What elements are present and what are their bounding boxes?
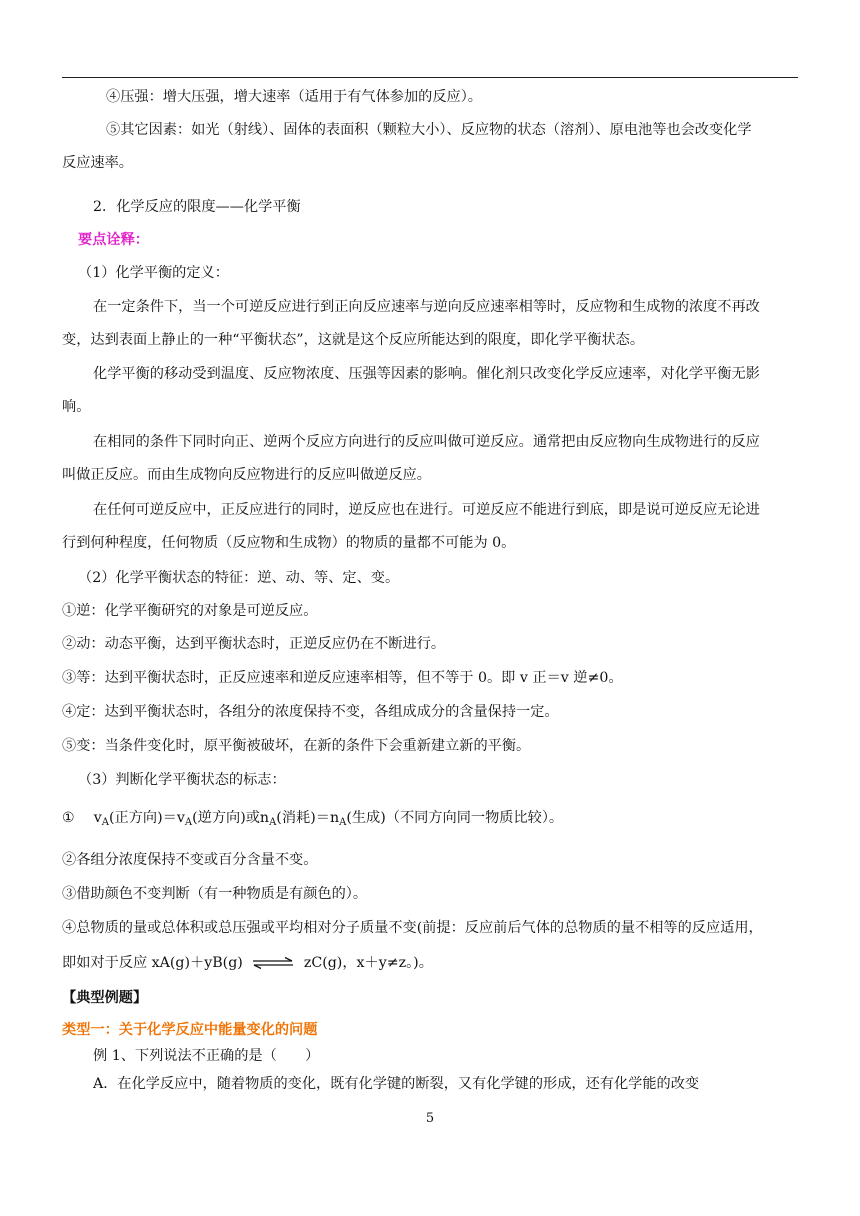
formula-n: n — [329, 810, 340, 826]
list-item: ⑤变：当条件变化时，原平衡被破坏，在新的条件下会重新建立新的平衡。 — [62, 738, 531, 754]
section-heading-equilibrium: 2．化学反应的限度——化学平衡 — [93, 199, 301, 215]
formula-part: (生成) — [346, 810, 386, 826]
list-item: ④定：达到平衡状态时，各组分的浓度保持不变，各组成成分的含量保持一定。 — [62, 704, 559, 720]
text-line-other-factors-cont: 反应速率。 — [62, 155, 133, 171]
formula-reaction — [62, 953, 433, 973]
text-line: 行到何种程度，任何物质（反应物和生成物）的物质的量都不可能为 0。 — [62, 535, 516, 551]
subheading-definition: （1）化学平衡的定义： — [78, 265, 229, 281]
formula-v: v — [93, 810, 102, 826]
formula-part: (逆方向)或 — [192, 810, 260, 826]
list-item: ③借助颜色不变判断（有一种物质是有颜色的）。 — [62, 886, 368, 902]
formula-note: （不同方向同一物质比较）。 — [385, 810, 564, 826]
text-line: 叫做正反应。而由生成物向反应物进行的反应叫做逆反应。 — [62, 467, 431, 483]
formula-subscript: A — [339, 817, 347, 828]
list-item: ①逆：化学平衡研究的对象是可逆反应。 — [62, 603, 318, 619]
text-line: 响。 — [62, 399, 91, 415]
section-heading-examples: 【典型例题】 — [62, 990, 148, 1006]
reaction-reactants: 即如对于反应 xA(g)＋yB(g) — [62, 955, 243, 971]
formula-subscript: A — [101, 817, 110, 828]
text-line: 变，达到表面上静止的一种“平衡状态”，这就是这个反应所能达到的限度，即化学平衡状态。 — [62, 332, 645, 348]
text-line: 化学平衡的移动受到温度、反应物浓度、压强等因素的影响。催化剂只改变化学反应速率，对化学平衡无影 — [93, 366, 760, 382]
list-item: ②各组分浓度保持不变或百分含量不变。 — [62, 852, 318, 868]
formula-part: (正方向)＝ — [109, 810, 177, 826]
subheading-characteristics: （2）化学平衡状态的特征：逆、动、等、定、变。 — [78, 570, 400, 586]
list-item: ②动：动态平衡，达到平衡状态时，正逆反应仍在不断进行。 — [62, 636, 446, 652]
key-points-label: 要点诠释： — [78, 232, 149, 248]
subheading-criteria: （3）判断化学平衡状态的标志： — [78, 772, 286, 788]
formula-subscript: A — [269, 817, 277, 828]
equilibrium-arrow-icon — [251, 957, 295, 969]
formula-rate-equality — [62, 808, 563, 833]
header-rule — [62, 77, 798, 78]
category-heading: 类型一：关于化学反应中能量变化的问题 — [62, 1022, 318, 1038]
reaction-products: zC(g)，x＋y≠z。)。 — [303, 955, 433, 971]
list-item: ③等：达到平衡状态时，正反应速率和逆反应速率相等，但不等于 0。即 v 正＝v 逆≠0。 — [62, 670, 623, 686]
formula-part: (消耗)＝ — [276, 810, 330, 826]
example-question: 例 1、下列说法不正确的是（ ） — [93, 1048, 320, 1064]
answer-option-a: A．在化学反应中，随着物质的变化，既有化学键的断裂，又有化学键的形成，还有化学能的改变 — [93, 1076, 700, 1092]
text-line-pressure: ④压强：增大压强，增大速率（适用于有气体参加的反应）。 — [106, 89, 482, 105]
page-number: 5 — [425, 1111, 435, 1126]
formula-subscript: A — [184, 817, 193, 828]
text-line-other-factors: ⑤其它因素：如光（射线）、固体的表面积（颗粒大小）、反应物的状态（溶剂）、原电池等也会改变化学 — [106, 122, 752, 138]
text-line: 在一定条件下，当一个可逆反应进行到正向反应速率与逆向反应速率相等时，反应物和生成物的浓度不再改 — [93, 299, 760, 315]
formula-v: v — [176, 810, 185, 826]
text-line: 在任何可逆反应中，正反应进行的同时，逆反应也在进行。可逆反应不能进行到底，即是说可逆反应无论进 — [93, 502, 760, 518]
formula-n: n — [259, 810, 270, 826]
text-line: 在相同的条件下同时向正、逆两个反应方向进行的反应叫做可逆反应。通常把由反应物向生成物进行的反应 — [93, 434, 760, 450]
formula-mark: ① — [62, 810, 75, 826]
list-item: ④总物质的量或总体积或总压强或平均相对分子质量不变(前提：反应前后气体的总物质的量不相等的反应适用， — [62, 920, 763, 936]
